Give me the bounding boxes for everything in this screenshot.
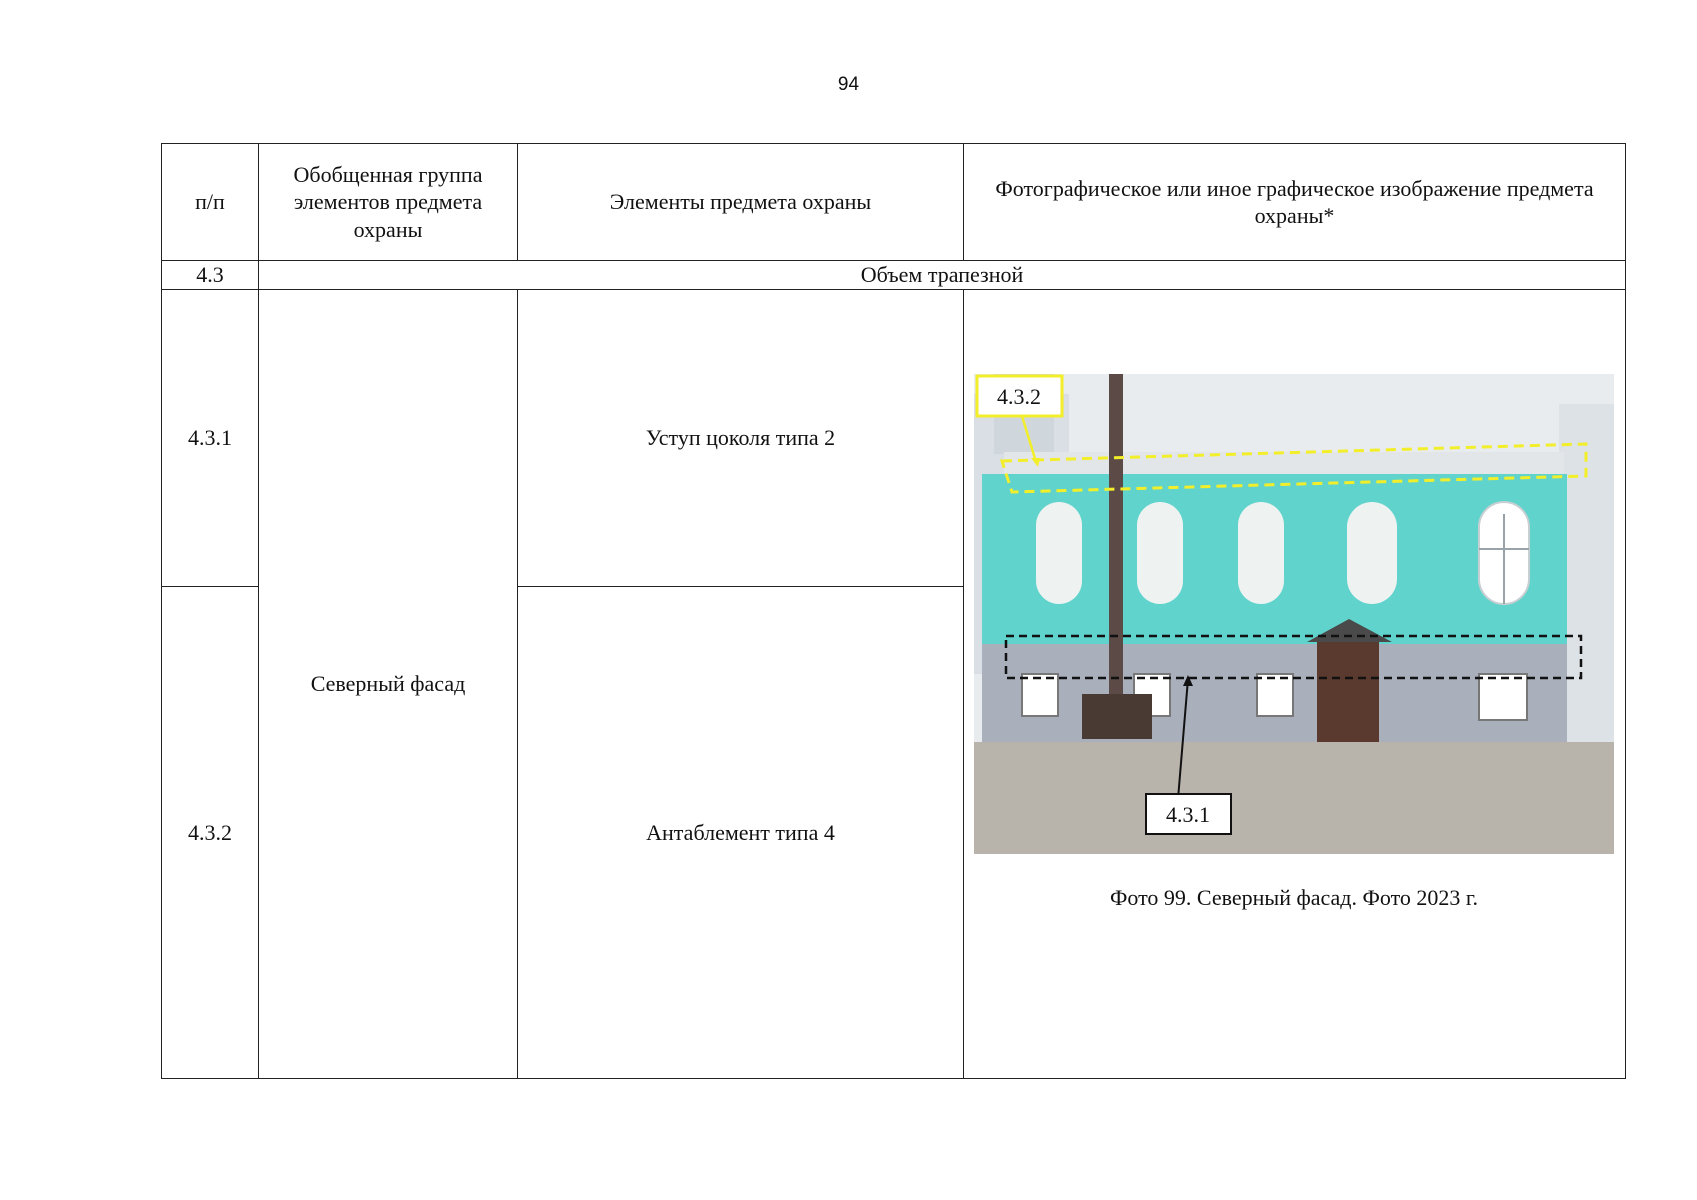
label-top: 4.3.2 — [997, 384, 1041, 409]
element-name: Антаблемент типа 4 — [518, 587, 964, 1079]
label-bottom: 4.3.1 — [1166, 802, 1210, 827]
element-name: Уступ цоколя типа 2 — [518, 290, 964, 587]
photo-figure — [974, 374, 1614, 912]
header-elements: Элементы предмета охраны — [518, 144, 964, 261]
protection-table — [161, 143, 1626, 1079]
photo-caption: Фото 99. Северный фасад. Фото 2023 г. — [1110, 885, 1478, 910]
row-number: 4.3.2 — [162, 587, 259, 1079]
header-row — [162, 144, 1626, 261]
header-image: Фотографическое или иное графическое изображение предмета охраны* — [964, 144, 1626, 261]
row-number: 4.3.1 — [162, 290, 259, 587]
table-row — [162, 290, 1626, 587]
page-number: 94 — [837, 74, 860, 95]
photo-cell — [964, 290, 1626, 1079]
header-group: Обобщенная группа элементов предмета охраны — [259, 144, 518, 261]
section-row — [162, 261, 1626, 290]
section-number: 4.3 — [162, 261, 259, 290]
group-name: Северный фасад — [259, 290, 518, 1079]
pole — [1109, 374, 1123, 694]
section-title: Объем трапезной — [259, 261, 1626, 290]
header-number: п/п — [162, 144, 259, 261]
facade-photo — [974, 374, 1614, 854]
